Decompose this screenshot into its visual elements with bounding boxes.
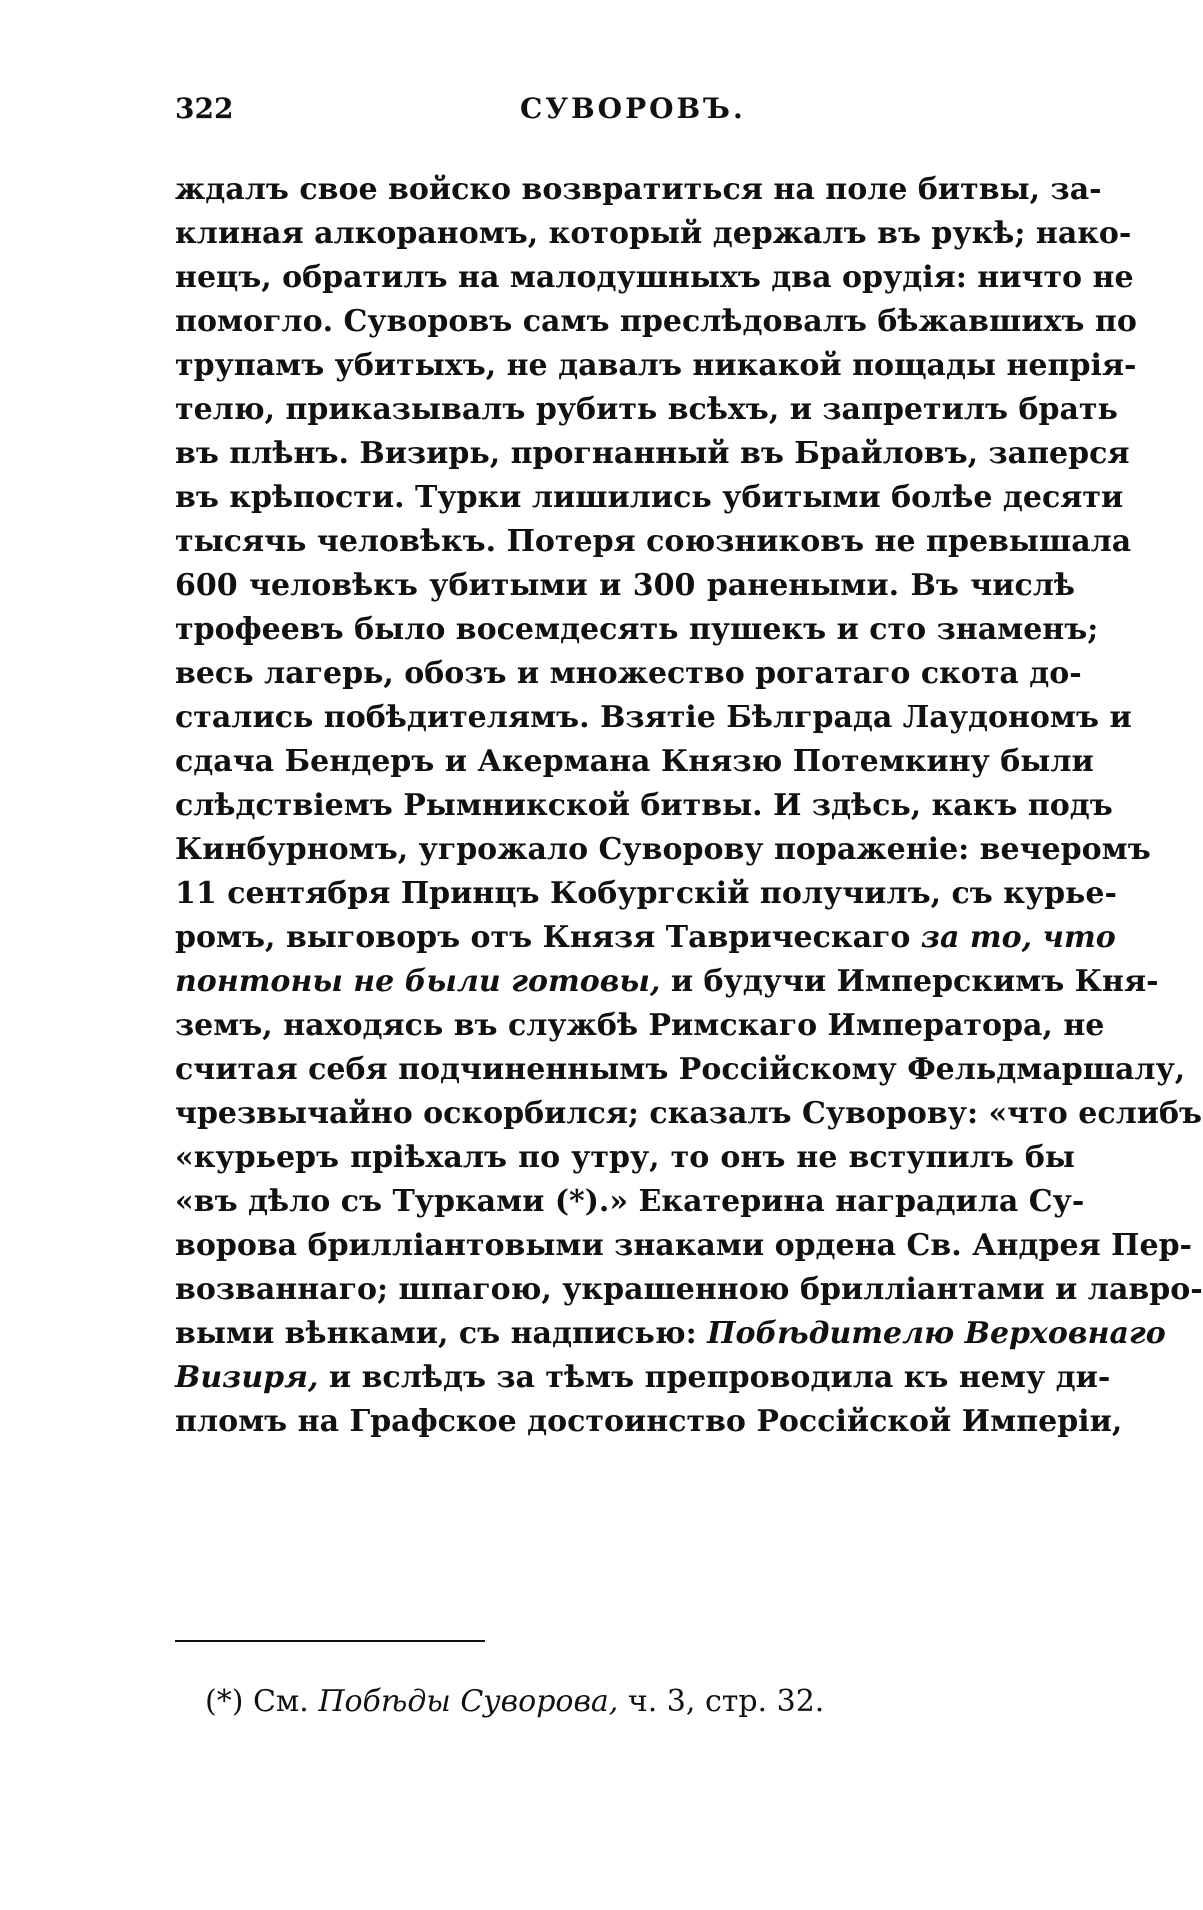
footnote-rest: ч. 3, стр. 32. [627,1684,825,1719]
text-line-mixed [175,1356,1111,1400]
text-line: трупамъ убитыхъ, не давалъ никакой пощады непрія- [175,348,1137,383]
text-line: земъ, находясь въ службѣ Римскаго Императора, не [175,1008,1105,1043]
text-line: стались побѣдителямъ. Взятіе Бѣлграда Лаудономъ и [175,700,1132,735]
text-line: въ плѣнъ. Визирь, прогнанный въ Брайловъ, заперся [175,436,1130,471]
footnote [205,1684,824,1719]
text-line: пломъ на Графское достоинство Россійской Имперіи, [175,1404,1123,1439]
text-line: «курьеръ пріѣхалъ по утру, то онъ не вступилъ бы [175,1140,1075,1175]
body-text [175,168,1203,1444]
text-line-mixed [175,916,1116,960]
text-line: весь лагерь, обозъ и множество рогатаго скота до- [175,656,1082,691]
text-line: телю, приказывалъ рубить всѣхъ, и запретилъ брать [175,392,1118,427]
text-line: чрезвычайно оскорбился; сказалъ Суворову: «что еслибъ [175,1096,1203,1131]
italic-segment: понтоны не были готовы, [175,964,661,999]
text-line: «въ дѣло съ Турками (*).» Екатерина наградила Су- [175,1184,1085,1219]
text-line-mixed [175,960,1159,1004]
italic-segment: Побѣдителю Верховнаго [707,1316,1166,1351]
italic-segment: Визиря, [175,1360,319,1395]
text-line: клиная алкораномъ, который держалъ въ рукѣ; нако- [175,216,1132,251]
text-line: ворова брилліантовыми знаками ордена Св. Андрея Пер- [175,1228,1192,1263]
text-line: трофеевъ было восемдесять пушекъ и сто знаменъ; [175,612,1099,647]
text-line: въ крѣпости. Турки лишились убитыми болѣе десяти [175,480,1124,515]
text-segment: ромъ, выговоръ отъ Князя Таврическаго [175,920,911,955]
text-line: слѣдствіемъ Рымникской битвы. И здѣсь, какъ подъ [175,788,1113,823]
text-line: помогло. Суворовъ самъ преслѣдовалъ бѣжавшихъ по [175,304,1137,339]
italic-segment: за то, что [920,920,1116,955]
text-segment: и будучи Имперскимъ Кня- [670,964,1159,999]
text-line: 11 сентября Принцъ Кобургскій получилъ, съ курье- [175,876,1117,911]
text-segment: выми вѣнками, съ надписью: [175,1316,697,1351]
text-line: возваннаго; шпагою, украшенною брилліантами и лавро- [175,1272,1203,1307]
text-line: считая себя подчиненнымъ Россійскому Фельдмаршалу, [175,1052,1186,1087]
footnote-italic: Побѣды Суворова, [318,1684,619,1719]
page-header [175,92,1075,132]
running-title: СУВОРОВЪ. [520,92,746,125]
text-line: нецъ, обратилъ на малодушныхъ два орудія: ничто не [175,260,1134,295]
text-line-mixed [175,1312,1166,1356]
page-number: 322 [175,92,234,125]
text-segment: и вслѣдъ за тѣмъ препроводила къ нему ди- [328,1360,1111,1395]
text-line: Кинбурномъ, угрожало Суворову пораженіе: вечеромъ [175,832,1151,867]
text-line: 600 человѣкъ убитыми и 300 ранеными. Въ числѣ [175,568,1075,603]
footnote-rule [175,1640,485,1642]
text-line: сдача Бендеръ и Акермана Князю Потемкину были [175,744,1094,779]
footnote-marker: (*) См. [205,1684,309,1719]
text-line: ждалъ свое войско возвратиться на поле битвы, за- [175,172,1102,207]
text-line: тысячь человѣкъ. Потеря союзниковъ не превышала [175,524,1132,559]
